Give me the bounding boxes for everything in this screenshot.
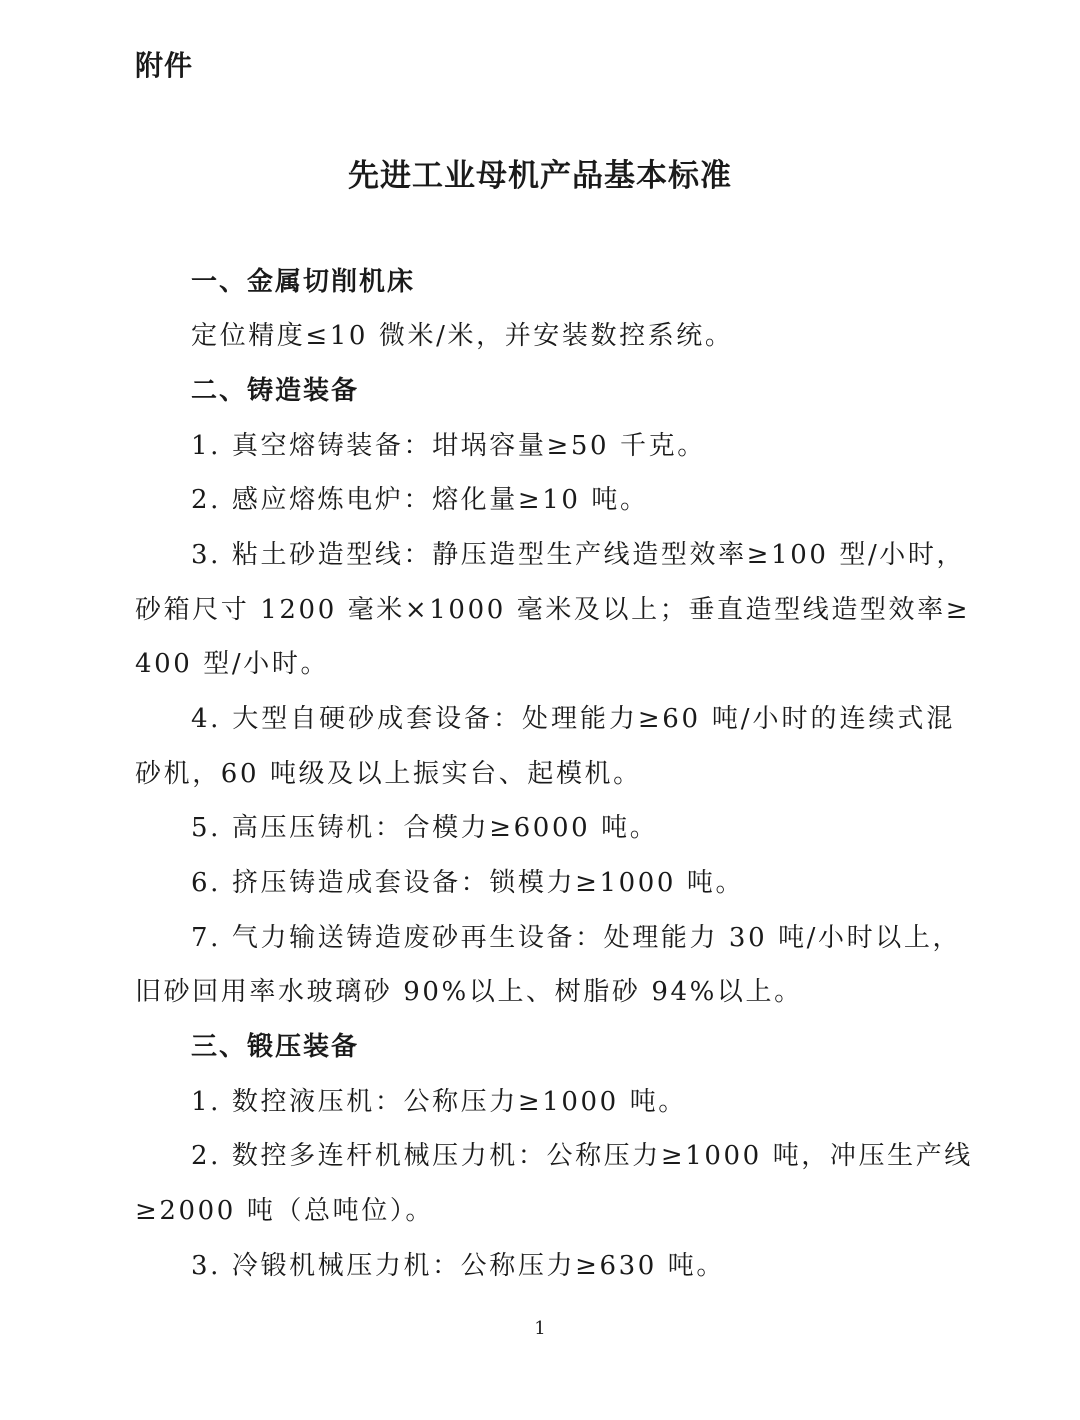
paragraph-line: 砂机，60 吨级及以上振实台、起模机。 [135, 759, 642, 789]
section-heading-metal-cutting: 一、金属切削机床 [191, 267, 416, 297]
section-heading-casting: 二、铸造装备 [191, 376, 360, 406]
paragraph-line: 7. 气力输送铸造废砂再生设备：处理能力 30 吨/小时以上， [191, 923, 962, 953]
paragraph-line: ≥2000 吨（总吨位）。 [135, 1196, 435, 1226]
paragraph-line: 400 型/小时。 [135, 649, 330, 679]
page-number: 1 [534, 1318, 546, 1339]
attachment-label: 附件 [135, 49, 194, 82]
section-heading-forging: 三、锻压装备 [191, 1032, 360, 1062]
paragraph-line: 定位精度≤10 微米/米，并安装数控系统。 [191, 321, 734, 351]
document-title: 先进工业母机产品基本标准 [348, 158, 732, 194]
paragraph-line: 3. 粘土砂造型线：静压造型生产线造型效率≥100 型/小时， [191, 540, 966, 570]
paragraph-line: 2. 感应熔炼电炉：熔化量≥10 吨。 [191, 485, 649, 515]
paragraph-line: 6. 挤压铸造成套设备：锁模力≥1000 吨。 [191, 868, 745, 898]
paragraph-line: 2. 数控多连杆机械压力机：公称压力≥1000 吨，冲压生产线 [191, 1141, 973, 1171]
paragraph-line: 1. 数控液压机：公称压力≥1000 吨。 [191, 1087, 687, 1117]
paragraph-line: 旧砂回用率水玻璃砂 90%以上、树脂砂 94%以上。 [135, 977, 803, 1007]
paragraph-line: 3. 冷锻机械压力机：公称压力≥630 吨。 [191, 1251, 725, 1281]
paragraph-line: 4. 大型自硬砂成套设备：处理能力≥60 吨/小时的连续式混 [191, 704, 955, 734]
paragraph-line: 砂箱尺寸 1200 毫米×1000 毫米及以上；垂直造型线造型效率≥ [135, 595, 971, 625]
paragraph-line: 5. 高压压铸机：合模力≥6000 吨。 [191, 813, 659, 843]
paragraph-line: 1. 真空熔铸装备：坩埚容量≥50 千克。 [191, 431, 706, 461]
